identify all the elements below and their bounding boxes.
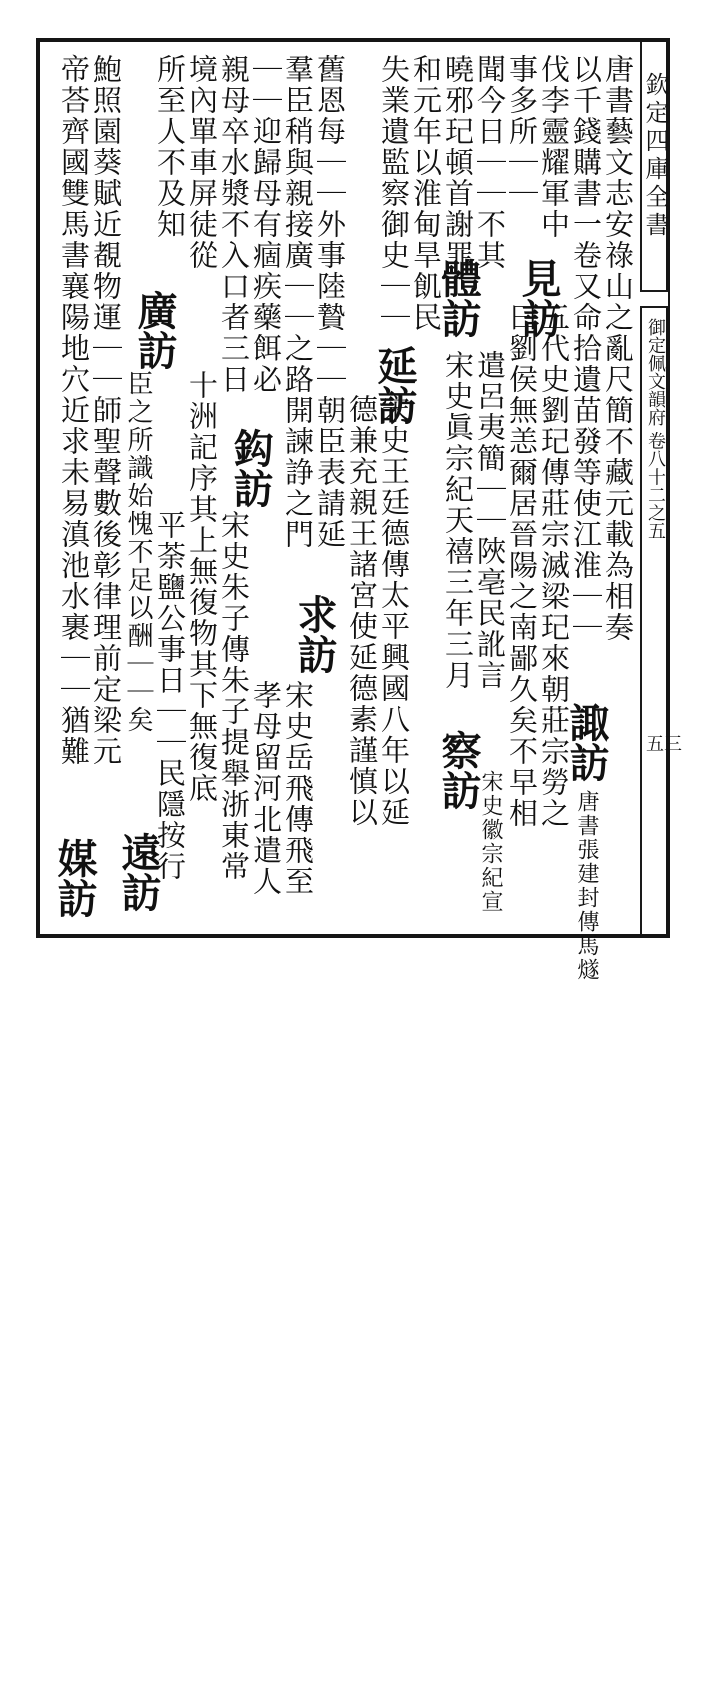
volume-label: 御定佩文韻府 卷八十二之五 bbox=[645, 318, 666, 540]
headword-zou-note: 唐書張建封傳馬燧 bbox=[574, 790, 599, 982]
column-text: 舊恩每｜｜外事陸贄｜｜朝臣表請延 bbox=[313, 54, 347, 550]
column-text: 鮑照園葵賦近覩物運｜｜師聖聲數後彰律理前定梁元 bbox=[89, 54, 123, 767]
column-text: 失業遺監察御史｜｜ bbox=[377, 54, 411, 333]
column-text: 十洲記序其上無復物其下無復底 bbox=[185, 370, 219, 804]
column-text: 曰劉侯無恙爾居晉陽之南鄙久矣不早相 bbox=[505, 302, 539, 829]
column-text: 宋史岳飛傳飛至 bbox=[281, 680, 315, 897]
column-text: 所至人不及知 bbox=[153, 54, 187, 240]
headword-zou: 諏訪 bbox=[563, 702, 610, 782]
column-text: 唐書藝文志安祿山之亂尺簡不藏元載為相奏 bbox=[601, 54, 635, 643]
headword-mei: 媒訪 bbox=[51, 838, 98, 918]
margin-fishtail bbox=[640, 290, 668, 308]
column-text: 事多所｜｜ bbox=[505, 54, 539, 209]
collection-title: 欽定四庫全書 bbox=[641, 72, 669, 240]
column-text: 遣呂夷簡｜｜陜亳民訛言 bbox=[473, 350, 507, 691]
headword-gou: 鈎訪 bbox=[227, 428, 274, 508]
column-text: 宋史朱子傳朱子提舉浙東常 bbox=[217, 510, 251, 882]
text-column bbox=[344, 394, 380, 1264]
page-number: 五三 bbox=[646, 734, 682, 755]
headword-yuan: 遠訪 bbox=[115, 832, 162, 912]
column-text: 宋史王廷德傳太平興國八年以延 bbox=[377, 394, 411, 828]
headword-cha: 察訪 bbox=[435, 730, 482, 810]
column-text: 平荼鹽公事日｜｜民隱按行 bbox=[153, 510, 187, 882]
column-text: 境內單車屏徒從 bbox=[185, 54, 219, 271]
headword-qiu: 求訪 bbox=[291, 594, 338, 674]
column-text: 曉邪玘頓首謝罪 bbox=[441, 54, 475, 271]
text-column bbox=[88, 54, 124, 924]
column-text: 親母卒水漿不入口者三日 bbox=[217, 54, 251, 395]
column-text: 和元年以淮甸旱飢民 bbox=[409, 54, 443, 333]
column-text: ｜｜迎歸母有痼疾藥餌必 bbox=[249, 54, 283, 395]
headword-guang-note: 臣之所識始愧不足以酬｜｜矣 bbox=[123, 370, 153, 734]
headword-jian: 見訪 bbox=[515, 258, 562, 338]
column-text: 孝母留河北遣人 bbox=[249, 680, 283, 897]
column-text: 德兼充親王諸宮使延德素謹慎以 bbox=[345, 394, 379, 828]
column-text: 羣臣稍與親接廣｜｜之路開諫諍之門 bbox=[281, 54, 315, 550]
headword-guang: 廣訪 bbox=[131, 290, 178, 370]
column-text: 伐李靈耀軍中 bbox=[537, 54, 571, 240]
text-column bbox=[184, 370, 220, 1240]
text-column bbox=[600, 54, 636, 924]
text-column bbox=[56, 54, 92, 924]
headword-ti: 體訪 bbox=[435, 258, 482, 338]
headword-yan: 延訪 bbox=[371, 345, 418, 425]
column-text: 以千錢購書一卷又命拾遺苗發等使江淮｜｜ bbox=[569, 54, 603, 643]
headword-cha-note: 宋史徽宗紀宣 bbox=[478, 770, 503, 914]
column-text: 聞今日｜｜不其 bbox=[473, 54, 507, 271]
column-text: 五代史劉玘傳莊宗滅梁玘來朝莊宗勞之 bbox=[537, 302, 571, 829]
column-text: 宋史眞宗紀天禧三年三月 bbox=[441, 350, 475, 691]
column-text: 帝荅齊國雙馬書襄陽地穴近求未易滇池水裹｜｜猶難 bbox=[57, 54, 91, 767]
